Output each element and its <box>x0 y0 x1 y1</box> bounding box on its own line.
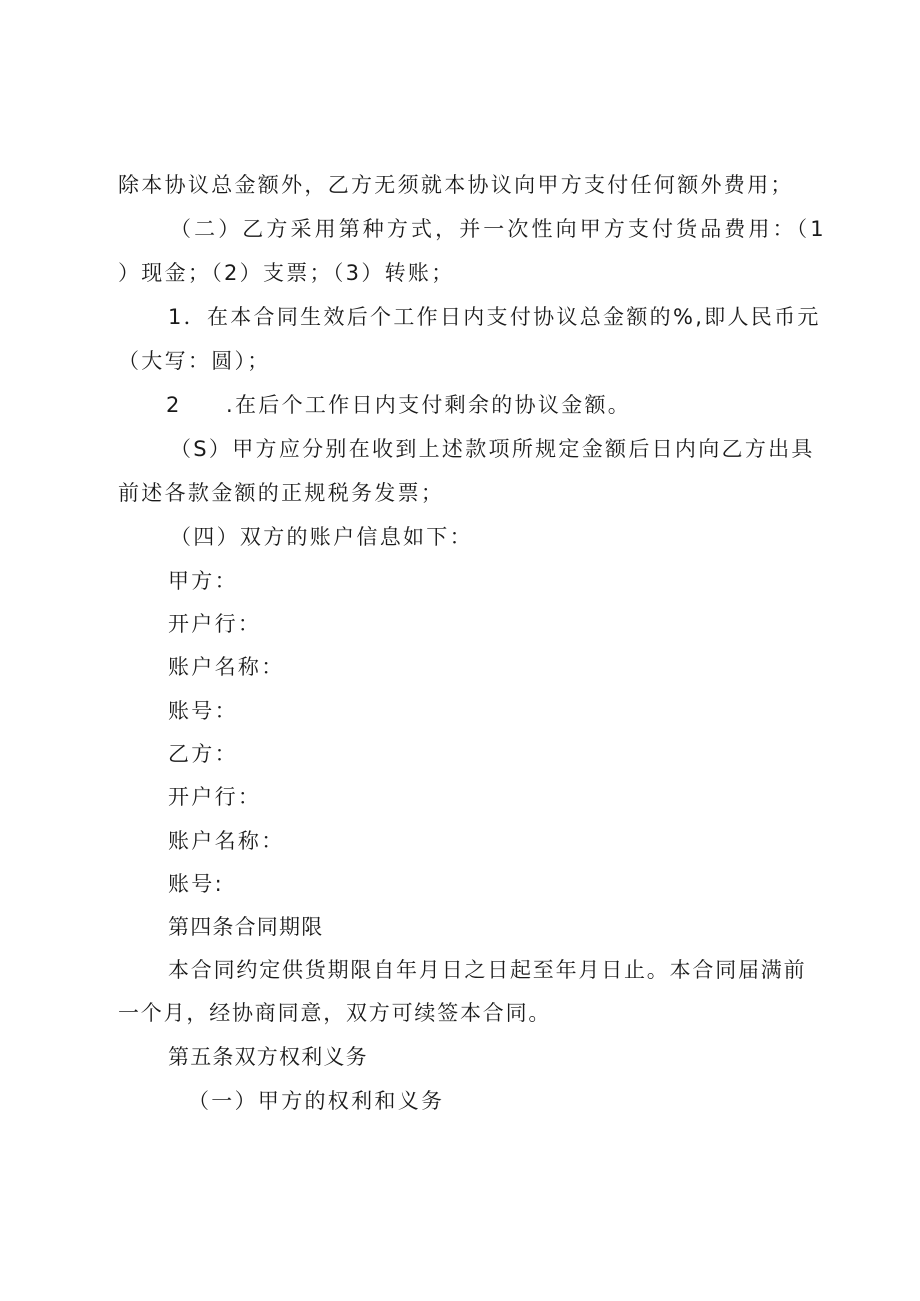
party-b-account-number-label: 账号: <box>168 872 224 896</box>
paragraph-term: 本合同约定供货期限自年月日之日起至年月日止。本合同届满前 <box>168 958 807 982</box>
section-heading-rights: 第五条双方权利义务 <box>168 1045 368 1069</box>
paragraph-term-cont: 一个月，经协商同意，双方可续签本合同。 <box>118 1001 552 1025</box>
paragraph-second-installment: .在后个工作日内支付剩余的协议金额。 <box>226 393 632 417</box>
paragraph-payment-options: ）现金；（2）支票；（3）转账； <box>118 261 455 285</box>
party-a-bank-label: 开户行： <box>168 612 262 636</box>
paragraph-account-info: （四）双方的账户信息如下： <box>170 525 473 549</box>
list-number-2: 2 <box>166 393 182 417</box>
paragraph-invoice: （S）甲方应分别在收到上述款项所规定金额后日内向乙方出具 <box>170 437 815 461</box>
party-a-account-number-label: 账号： <box>168 699 238 723</box>
paragraph-first-installment: 1．在本合同生效后个工作日内支付协议总金额的%,即人民币元 <box>168 305 821 329</box>
paragraph-payment-method: （二）乙方采用第种方式，并一次性向甲方支付货品费用：（1 <box>170 217 827 241</box>
paragraph-fee-clause: 除本协议总金额外，乙方无须就本协议向甲方支付任何额外费用； <box>118 173 794 197</box>
party-b-account-name-label: 账户名称： <box>168 829 285 853</box>
subheading-party-a-rights: （一）甲方的权利和义务 <box>188 1089 445 1113</box>
paragraph-first-installment-cont: （大写：圆）； <box>118 349 271 373</box>
party-b-bank-label: 开户行： <box>168 785 262 809</box>
paragraph-invoice-cont: 前述各款金额的正规税务发票； <box>118 481 445 505</box>
party-a-label: 甲方： <box>168 569 238 593</box>
section-heading-term: 第四条合同期限 <box>168 915 324 939</box>
party-b-label: 乙方： <box>168 742 238 766</box>
party-a-account-name-label: 账户名称： <box>168 655 285 679</box>
